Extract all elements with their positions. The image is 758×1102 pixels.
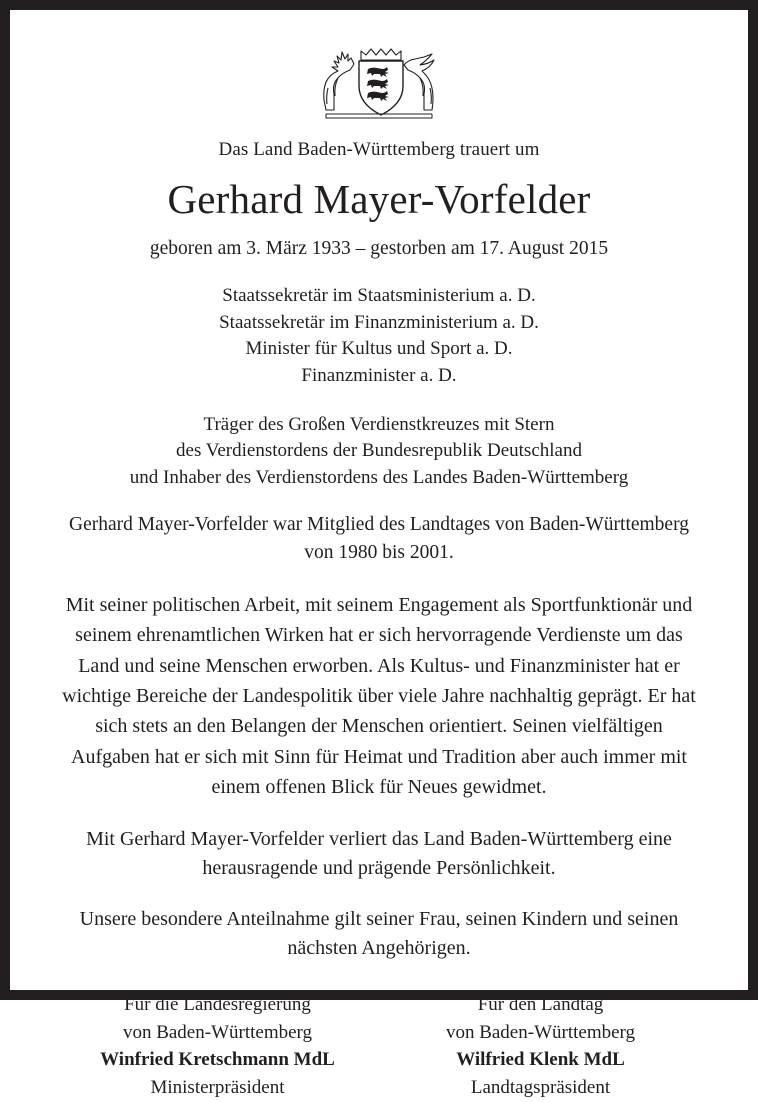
signature-role: Ministerpräsident [150, 1077, 285, 1098]
mandate-line: Gerhard Mayer-Vorfelder war Mitglied des Landtages von Baden-Württemberg [69, 514, 689, 536]
signature-name: Wilfried Klenk MdL [456, 1049, 625, 1071]
intro-line: Das Land Baden-Württemberg trauert um [218, 139, 540, 160]
signature-institution-line-2: von Baden-Württemberg [122, 1021, 313, 1043]
baden-wuerttemberg-coat-of-arms-icon [304, 38, 454, 120]
signature-institution-line-2: von Baden-Württemberg [445, 1021, 636, 1043]
honor-line: des Verdienstordens der Bundesrepublik Deutschland [176, 440, 582, 462]
loss-statement-paragraph: Mit Gerhard Mayer-Vorfelder verliert das Land Baden-Württemberg eine herausragende und prägende Persönlichkeit. [86, 827, 672, 879]
signature-landesregierung [56, 991, 379, 1101]
signature-name: Winfried Kretschmann MdL [100, 1049, 335, 1071]
office-line: Staatssekretär im Staatsministerium a. D. [222, 285, 536, 307]
honor-line: und Inhaber des Verdienstordens des Landes Baden-Württemberg [129, 466, 629, 488]
condolence-paragraph: Unsere besondere Anteilnahme gilt seiner Frau, seinen Kindern und seinen nächsten Angehörigen. [79, 907, 679, 960]
office-line: Finanzminister a. D. [301, 364, 457, 386]
deceased-name: Gerhard Mayer-Vorfelder [167, 175, 591, 222]
signature-role: Landtagspräsident [470, 1077, 611, 1098]
signature-landtag [379, 991, 702, 1101]
mandate-line: von 1980 bis 2001. [304, 541, 454, 563]
honors-and-awards [130, 412, 628, 492]
office-line: Staatssekretär im Finanzministerium a. D. [219, 311, 539, 333]
honor-line: Träger des Großen Verdienstkreuzes mit Stern [203, 413, 555, 435]
signatures [56, 991, 702, 1101]
parliamentary-mandate [69, 511, 689, 566]
eulogy-paragraph: Mit seiner politischen Arbeit, mit seinem Engagement als Sportfunktionär und seinem ehrenamtlichen Wirken hat er sich hervorragende Verdienste um das Land und seine Menschen erworben. Als Kultus- und Finanzminister hat er wichtige Bereiche der Landespolitik über viele Jahre nachhaltig geprägt. Er hat sich stets an den Belangen der Menschen orientiert. Seinen vielfältigen Aufgaben hat er sich mit Sinn für Heimat und Tradition aber auch immer mit einem offenen Blick für Neues gewidmet. [62, 593, 696, 799]
signature-institution-line-1: Für die Landesregierung [124, 994, 311, 1016]
life-dates: geboren am 3. März 1933 – gestorben am 17. August 2015 [149, 237, 609, 259]
office-line: Minister für Kultus und Sport a. D. [245, 338, 513, 360]
offices-held [219, 283, 539, 389]
signature-institution-line-1: Für den Landtag [477, 994, 604, 1016]
